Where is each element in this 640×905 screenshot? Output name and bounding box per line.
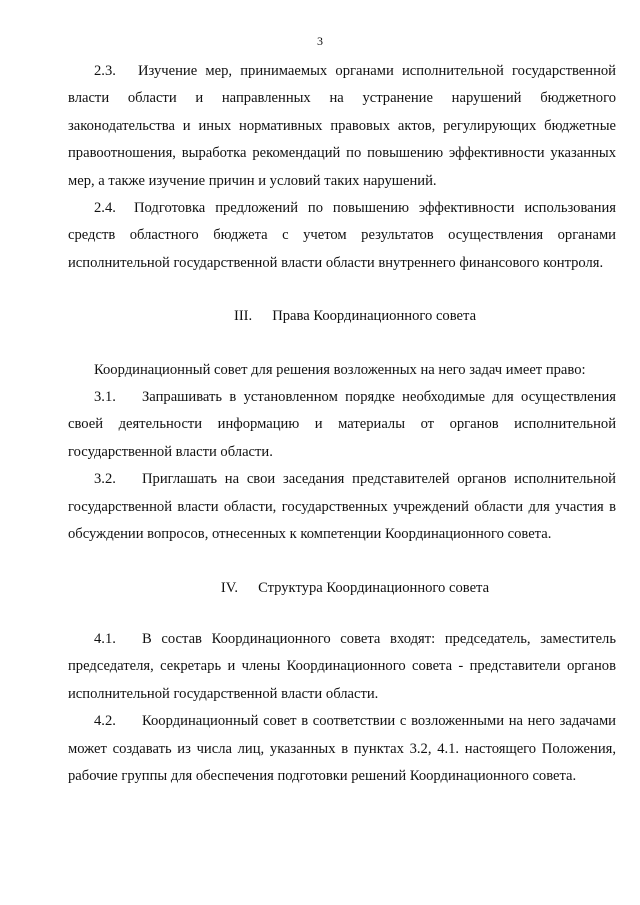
paragraph-number: 4.1. (94, 630, 116, 647)
section-title: Структура Координационного совета (258, 579, 490, 596)
paragraph-2-3 (68, 58, 616, 195)
paragraph-number: 3.1. (94, 389, 116, 406)
paragraph-text: Координационный совет в соответствии с возложенными на него задачами может создавать из числа лиц, указанных в пунктах 3.2, 4.1. настоящего Положения, рабочие группы для обеспечения подготовки решений Координационного совета. (68, 713, 616, 784)
paragraph-text: Подготовка предложений по повышению эффективности использования средств областного бюджета с учетом результатов осуществления органами исполнительной государственной власти области внутреннего финансового контроля. (68, 200, 616, 271)
paragraph-number: 2.4. (94, 200, 116, 217)
section-3-intro: Координационный совет для решения возложенных на него задач имеет право: (94, 361, 586, 378)
paragraph-4-2 (68, 708, 616, 790)
section-3-heading (68, 303, 616, 330)
paragraph-number: 3.2. (94, 471, 116, 488)
page-number: 3 (317, 34, 323, 48)
paragraph-3-1 (68, 384, 616, 466)
paragraph-text: Изучение мер, принимаемых органами исполнительной государственной власти области и направленных на устранение нарушений бюджетного законодательства и иных нормативных правовых актов, регулирующих бюджетные правоотношения, выработка рекомендаций по повышению эффективности указанных мер, а также изучение причин и условий таких нарушений. (68, 63, 616, 189)
document-body (68, 58, 616, 790)
paragraph-number: 4.2. (94, 713, 116, 730)
paragraph-text: Приглашать на свои заседания представителей органов исполнительной государственной власти области, государственных учреждений области для участия в обсуждении вопросов, отнесенных к компетенции Координационного совета. (68, 471, 616, 543)
paragraph-text: В состав Координационного совета входят: председатель, заместитель председателя, секретарь и члены Координационного совета - представители органов исполнительной государственной власти области. (68, 630, 616, 702)
paragraph-2-4 (68, 195, 616, 277)
section-number: III. (233, 308, 253, 325)
paragraph-text: Запрашивать в установленном порядке необходимые для осуществления своей деятельности информацию и материалы от органов исполнительной государственной власти области. (68, 389, 616, 460)
paragraph-3-2 (68, 466, 616, 548)
paragraph-number: 2.3. (94, 63, 116, 79)
paragraph-4-1 (68, 626, 616, 708)
section-title: Права Координационного совета (272, 308, 477, 325)
section-4-heading (68, 575, 616, 602)
section-number: IV. (220, 579, 239, 596)
